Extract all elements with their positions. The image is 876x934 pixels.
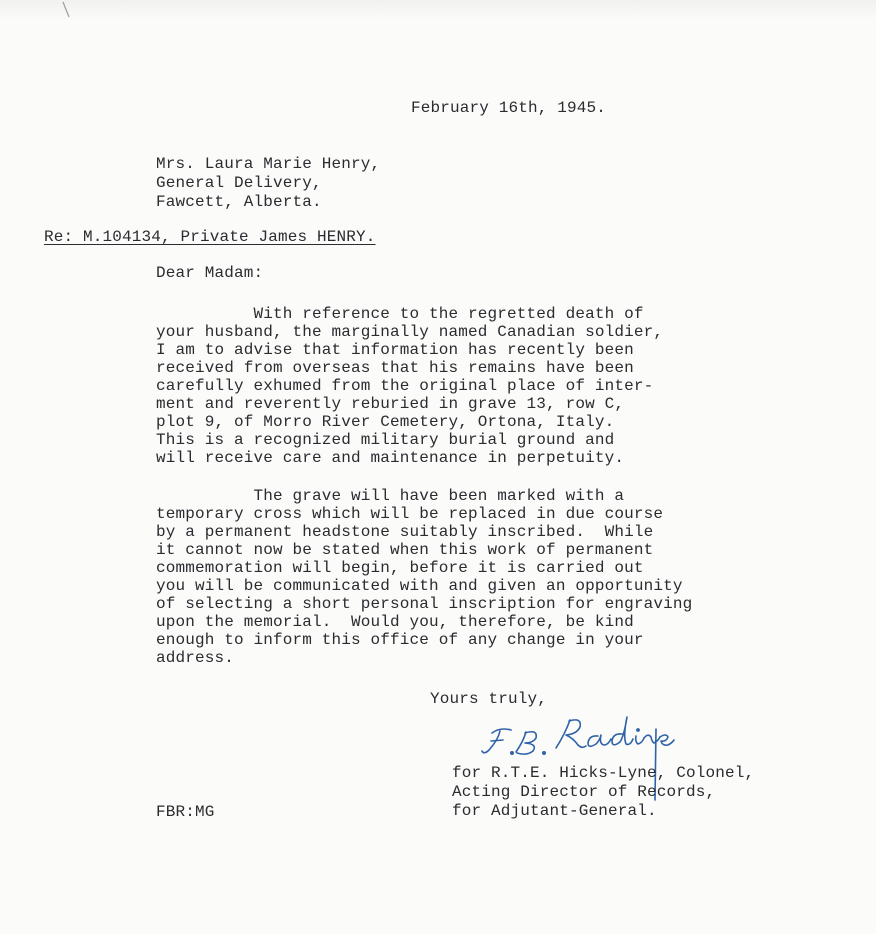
paragraph-1-line: plot 9, of Morro River Cemetery, Ortona, Italy.: [156, 413, 615, 431]
paragraph-2-line: by a permanent headstone suitably inscribed. While: [156, 523, 654, 541]
signature-block-line: Acting Director of Records,: [452, 783, 716, 801]
paper-fold-mark: [62, 0, 76, 22]
paragraph-2-line: upon the memorial. Would you, therefore, be kind: [156, 613, 634, 631]
signature-block-line: for R.T.E. Hicks-Lyne, Colonel,: [452, 764, 755, 782]
recipient-line: Mrs. Laura Marie Henry,: [156, 155, 381, 173]
recipient-line: Fawcett, Alberta.: [156, 193, 322, 211]
paragraph-1-line: your husband, the marginally named Canadian soldier,: [156, 323, 664, 341]
paragraph-2-line: enough to inform this office of any change in your: [156, 631, 644, 649]
paragraph-2-line: commemoration will begin, before it is carried out: [156, 559, 644, 577]
recipient-line: General Delivery,: [156, 174, 322, 192]
paragraph-2-line: of selecting a short personal inscription for engraving: [156, 595, 693, 613]
letter-date: February 16th, 1945.: [411, 99, 607, 117]
paragraph-1-line: received from overseas that his remains have been: [156, 359, 634, 377]
paragraph-2-line: it cannot now be stated when this work of permanent: [156, 541, 654, 559]
paragraph-2-line: temporary cross which will be replaced in due course: [156, 505, 664, 523]
paper-edge-shade: [0, 0, 876, 20]
paragraph-2-line: address.: [156, 649, 235, 667]
reference-line: Re: M.104134, Private James HENRY.: [44, 228, 376, 246]
paragraph-1-line: With reference to the regretted death of: [156, 305, 644, 323]
closing: Yours truly,: [430, 690, 548, 708]
typist-initials: FBR:MG: [156, 803, 215, 821]
paragraph-1-line: I am to advise that information has recently been: [156, 341, 634, 359]
paragraph-1-line: ment and reverently reburied in grave 13, row C,: [156, 395, 625, 413]
paragraph-1-line: This is a recognized military burial ground and: [156, 431, 615, 449]
salutation: Dear Madam:: [156, 264, 264, 282]
paragraph-2-line: The grave will have been marked with a: [156, 487, 625, 505]
paragraph-1-line: will receive care and maintenance in perpetuity.: [156, 449, 625, 467]
signature-block-line: for Adjutant-General.: [452, 802, 657, 820]
paragraph-2-line: you will be communicated with and given an opportunity: [156, 577, 683, 595]
paragraph-1-line: carefully exhumed from the original place of inter-: [156, 377, 654, 395]
